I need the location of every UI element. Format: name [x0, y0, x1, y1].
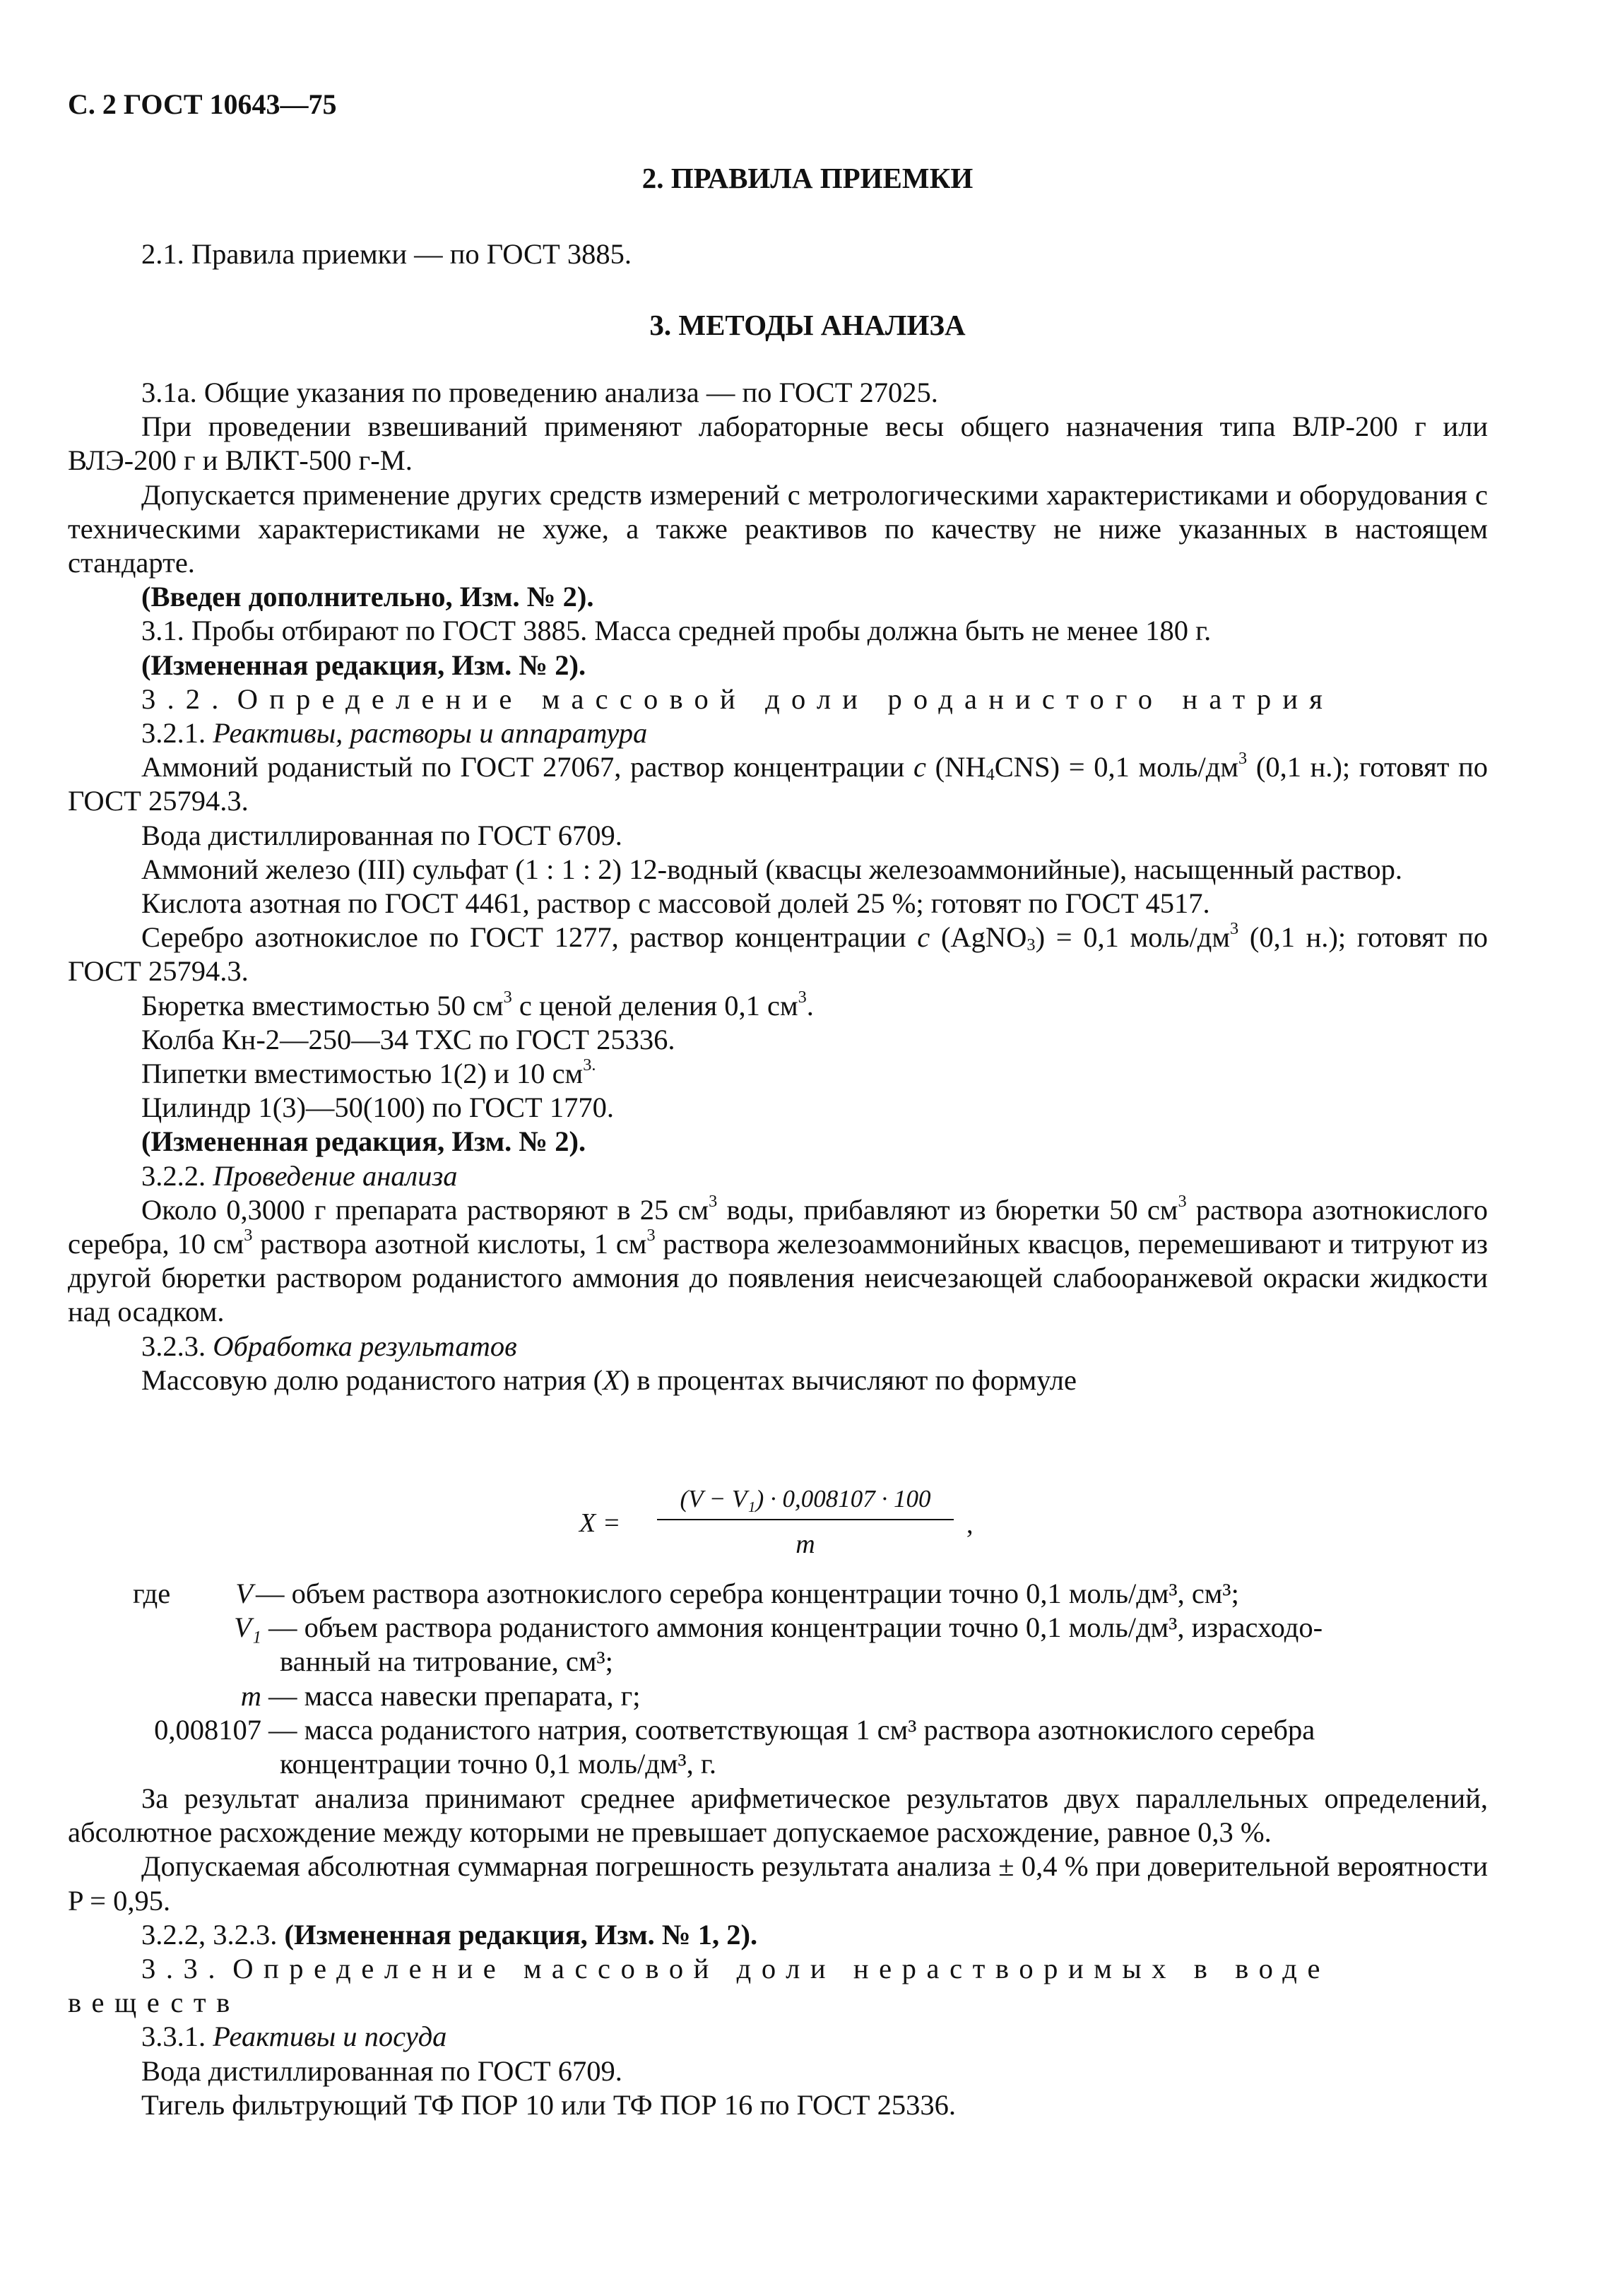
clause-number: 3.2.2, 3.2.3.	[141, 1918, 278, 1951]
symbol-v: V	[235, 1578, 253, 1609]
apparatus-text: Пипетки вместимостью 1(2) и 10 см	[141, 1058, 584, 1090]
clause-2-1: 2.1. Правила приемки — по ГОСТ 3885.	[141, 238, 632, 270]
clause-title: Реактивы, растворы и аппаратура	[213, 717, 648, 750]
calc-text: ) в процентах вычисляют по формуле	[620, 1363, 1077, 1396]
variable-x: X	[603, 1363, 620, 1396]
clause-3-1a: 3.1а. Общие указания по проведению анализа — по ГОСТ 27025.	[141, 377, 938, 408]
section-3-body-continued	[68, 1782, 1488, 2122]
mass-fraction-formula	[579, 1485, 975, 1577]
definition-v1: — объем раствора роданистого аммония концентрации точно 0,1 моль/дм³, израсходо-	[268, 1611, 1323, 1644]
formula-fraction	[657, 1485, 954, 1560]
clause-number: 3.2.	[141, 682, 230, 715]
clause-number: 3.2.1.	[141, 717, 206, 750]
paragraph-weighing: При проведении взвешиваний применяют лабораторные весы общего назначения типа ВЛР-200 г или ВЛЭ-200 г и ВЛКТ-500 г-М.	[68, 410, 1488, 477]
definition-m: — масса навески препарата, г;	[268, 1679, 641, 1712]
apparatus-cylinder: Цилиндр 1(3)—50(100) по ГОСТ 1770.	[141, 1091, 614, 1124]
procedure-text: раствора азотнокислого серебра, 10 см	[68, 1193, 1489, 1260]
legend-row-m	[68, 1679, 1488, 1713]
symbol-coefficient: 0,008107	[154, 1713, 261, 1746]
formula-text: CNS) = 0,1 моль/дм	[994, 751, 1238, 783]
legend-row-k	[68, 1713, 1488, 1747]
concentration-symbol: c	[913, 751, 926, 783]
apparatus-text: Бюретка вместимостью 50 см	[141, 989, 504, 1022]
paragraph-allowed: Допускается применение других средств измерений с метрологическими характеристиками и оборудования с техническими характеристиками не хуже, а также реактивов по качеству не ниже указанных в настоящем стандарте.	[68, 478, 1488, 579]
apparatus-flask: Колба Кн-2—250—34 ТХС по ГОСТ 25336.	[141, 1023, 675, 1055]
reagent-silver-nitrate: Серебро азотнокислое по ГОСТ 1277, раствор концентрации c (AgNO$_3$) = 0,1 моль/$дм^3$ (0,1 н.); готовят по ГОСТ 25794.3.	[68, 919, 1489, 988]
clause-number: 3.3.1.	[141, 2020, 206, 2053]
procedure-text: воды, прибавляют из бюретки 50 см	[726, 1193, 1178, 1226]
reagent-text: (0,1 н.); готовят по ГОСТ 25794.3.	[68, 921, 1489, 988]
formula-legend	[68, 1577, 1488, 1781]
clause-title: Определение массовой доли нерастворимых в воде веществ	[68, 1953, 1331, 2019]
amendment-note-1-2	[68, 1918, 1488, 1952]
paragraph-error: Допускаемая абсолютная суммарная погрешность результата анализа ± 0,4 % при доверительной вероятности P = 0,95.	[68, 1850, 1488, 1917]
formula-numerator: (V − V₁) · 0,008107 · 100	[657, 1485, 954, 1520]
procedure-paragraph: Около 0,3000 г препарата растворяют в 25 $см^3$ воды, прибавляют из бюретки 50 $см^3$ раствора азотнокислого серебра, 10 $см^3$ раствора азотной кислоты, 1 $см^3$ раствора железоаммонийных квасцов, перемешивают и титруют из другой бюретки раствором роданистого аммония до появления неисчезающей слабооранжевой окраски жидкости над осадком.	[68, 1191, 1489, 1328]
reagent-text: Серебро азотнокислое по ГОСТ 1277, раствор концентрации	[141, 921, 906, 954]
legend-row-v	[68, 1577, 1488, 1611]
clause-3-1: 3.1. Пробы отбирают по ГОСТ 3885. Масса средней пробы должна быть не менее 180 г.	[141, 615, 1212, 647]
clause-title: Определение массовой доли роданистого натрия	[237, 682, 1335, 715]
formula-lhs: X =	[579, 1508, 621, 1538]
apparatus-crucible: Тигель фильтрующий ТФ ПОР 10 или ТФ ПОР 16 по ГОСТ 25336.	[141, 2088, 957, 2121]
clause-3-2-1	[68, 716, 1488, 750]
clause-number: 3.2.3.	[141, 1330, 206, 1362]
definition-v: — объем раствора азотнокислого серебра концентрации точно 0,1 моль/дм³, см³;	[256, 1578, 1239, 1609]
definition-coefficient: — масса роданистого натрия, соответствующая 1 см³ раствора азотнокислого серебра	[268, 1713, 1315, 1746]
amendment-note: (Измененная редакция, Изм. № 2).	[141, 649, 586, 681]
legend-row-v1	[68, 1611, 1488, 1645]
clause-title: Проведение анализа	[213, 1159, 458, 1192]
apparatus-pipettes: Пипетки вместимостью 1(2) и 10 $см^{3.}$	[141, 1055, 596, 1090]
clause-number: 3.2.2.	[141, 1159, 206, 1192]
procedure-text: Около 0,3000 г препарата растворяют в 25 см	[141, 1193, 709, 1226]
formula-subscript: 3	[1027, 935, 1036, 955]
concentration-symbol: c	[917, 921, 930, 954]
reagent-ammonium-thiocyanate: Аммоний роданистый по ГОСТ 27067, раствор концентрации c $(NH_4CNS) = 0,1$ моль/$дм^3$ (0,1 н.); готовят по ГОСТ 25794.3.	[68, 749, 1489, 817]
apparatus-burette: Бюретка вместимостью 50 $см^3$ с ценой деления 0,1 $см^3$.	[141, 987, 814, 1022]
formula-comma: ,	[966, 1510, 974, 1539]
formula-text: ) = 0,1 моль/дм	[1035, 921, 1231, 954]
calc-text: Массовую долю роданистого натрия (	[141, 1363, 603, 1396]
clause-title: Реактивы и посуда	[213, 2020, 447, 2053]
section-3-title: 3. МЕТОДЫ АНАЛИЗА	[649, 309, 966, 341]
clause-3-3-1	[68, 2020, 1488, 2054]
paragraph-result: За результат анализа принимают среднее арифметическое результатов двух параллельных определений, абсолютное расхождение между которыми не превышает допускаемое расхождение, равное 0,3 %.	[68, 1782, 1488, 1849]
reagent-nitric-acid: Кислота азотная по ГОСТ 4461, раствор с массовой долей 25 %; готовят по ГОСТ 4517.	[141, 887, 1210, 920]
formula-denominator: m	[795, 1529, 815, 1559]
formula-text: (AgNO	[940, 921, 1027, 954]
procedure-text: раствора железоаммонийных квасцов, перемешивают и титруют из другой бюретки раствором роданистого аммония до появления неисчезающей слабооранжевой окраски жидкости над осадком.	[68, 1228, 1489, 1328]
section-2-title: 2. ПРАВИЛА ПРИЕМКИ	[641, 162, 974, 194]
reagent-iron-alum: Аммоний железо (III) сульфат (1 : 1 : 2) 12-водный (квасцы железоаммонийные), насыщенный раствор.	[141, 853, 1403, 885]
clause-number: 3.3.	[141, 1953, 226, 1985]
formula-text: (NH	[935, 751, 986, 783]
definition-v1-continued: ванный на титрование, см³;	[280, 1645, 613, 1678]
reagent-water: Вода дистиллированная по ГОСТ 6709.	[141, 819, 622, 851]
reagent-text: Аммоний роданистый по ГОСТ 27067, раствор концентрации	[141, 751, 905, 783]
symbol-m: m	[240, 1679, 261, 1712]
apparatus-text: с ценой деления 0,1 см	[519, 989, 798, 1022]
procedure-text: раствора азотной кислоты, 1 см	[260, 1228, 647, 1260]
clause-3-3	[68, 1952, 1488, 2020]
reagent-text: (0,1 н.); готовят по ГОСТ 25794.3.	[68, 751, 1489, 817]
legend-row-k-cont	[68, 1747, 1488, 1781]
clause-title: Обработка результатов	[213, 1330, 517, 1362]
calculation-intro	[68, 1363, 1488, 1397]
clause-3-2-2	[68, 1159, 1488, 1193]
where-label: где	[133, 1578, 171, 1609]
definition-coefficient-continued: концентрации точно 0,1 моль/дм³, г.	[280, 1747, 717, 1780]
page-header: С. 2 ГОСТ 10643—75	[68, 88, 337, 120]
formula-subscript: 4	[986, 765, 995, 785]
amendment-text: (Измененная редакция, Изм. № 1, 2).	[284, 1918, 758, 1951]
amendment-note: (Введен дополнительно, Изм. № 2).	[141, 581, 594, 613]
legend-row-v1-cont	[68, 1645, 1488, 1679]
reagent-water-2: Вода дистиллированная по ГОСТ 6709.	[141, 2054, 622, 2087]
amendment-note: (Измененная редакция, Изм. № 2).	[141, 1125, 586, 1158]
symbol-v1: V₁	[234, 1611, 261, 1644]
clause-3-2	[68, 682, 1488, 716]
clause-3-2-3	[68, 1330, 1488, 1363]
section-3-body	[68, 376, 1488, 1397]
